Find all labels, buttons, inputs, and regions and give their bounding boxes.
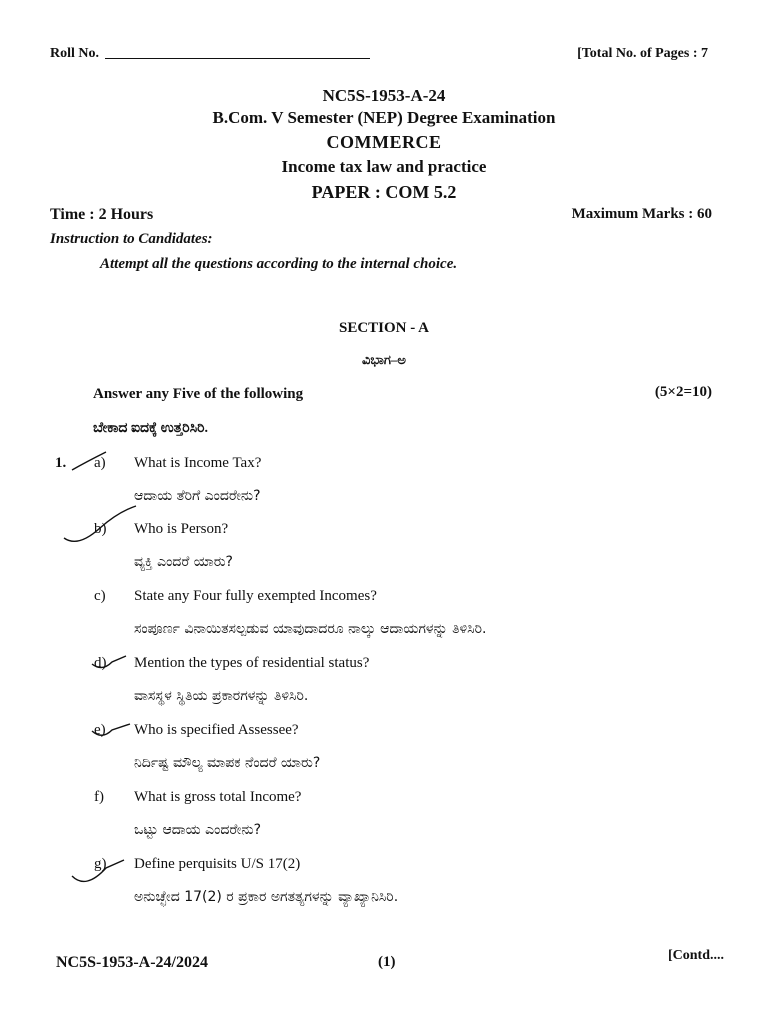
continued-note: [Contd.... — [667, 948, 724, 963]
question-label: f) — [94, 789, 104, 805]
question-text-kannada: ನಿರ್ದಿಷ್ಟ ಮೌಲ್ಯ ಮಾಪಕ ನೆಂದರೆ ಯಾರು? — [134, 755, 321, 771]
tick-mark — [64, 506, 136, 541]
paper-number: PAPER : COM 5.2 — [311, 182, 457, 202]
subject-title: COMMERCE — [326, 132, 442, 152]
total-pages: [Total No. of Pages : 7 — [577, 46, 708, 61]
question-text: What is gross total Income? — [134, 789, 302, 805]
question-text: Who is Person? — [134, 521, 229, 537]
instruction-heading: Instruction to Candidates: — [50, 231, 213, 247]
exam-duration: Time : 2 Hours — [50, 206, 154, 223]
question-label: a) — [94, 455, 106, 471]
section-instruction-kannada: ಬೇಕಾದ ಐದಕ್ಕೆ ಉತ್ತರಿಸಿರಿ. — [93, 421, 209, 436]
tick-mark — [72, 860, 124, 881]
paper-code: NC5S-1953-A-24 — [322, 86, 446, 105]
exam-title: B.Com. V Semester (NEP) Degree Examination — [212, 108, 556, 127]
course-title: Income tax law and practice — [281, 157, 487, 176]
instruction-text: Attempt all the questions according to the internal choice. — [100, 256, 458, 272]
roll-label: Roll No. — [50, 46, 99, 61]
question-text: What is Income Tax? — [134, 455, 262, 471]
section-instruction: Answer any Five of the following — [93, 386, 304, 402]
section-title: SECTION - A — [338, 320, 430, 336]
question-label: b) — [94, 521, 107, 537]
question-text-kannada: ವ್ಯಕ್ತಿ ಎಂದರೆ ಯಾರು? — [134, 554, 233, 570]
question-text: Who is specified Assessee? — [134, 722, 299, 738]
question-label: c) — [94, 588, 106, 604]
question-label: g) — [94, 856, 107, 872]
tick-mark — [92, 656, 126, 668]
tick-mark — [72, 452, 106, 470]
question-text-kannada: ವಾಸಸ್ಥಳ ಸ್ಥಿತಿಯ ಪ್ರಕಾರಗಳನ್ನು ತಿಳಿಸಿರಿ. — [134, 688, 309, 704]
section-title-kannada: ವಿಭಾಗ–ಅ — [362, 352, 406, 367]
footer-code: NC5S-1953-A-24/2024 — [56, 954, 208, 971]
question-text-kannada: ಆದಾಯ ತೆರಿಗೆ ಎಂದರೇನು? — [134, 488, 261, 504]
question-text-kannada: ಸಂಪೂರ್ಣ ವಿನಾಯಿತಸಲ್ಪಡುವ ಯಾವುದಾದರೂ ನಾಲ್ಕು ಆದಾಯಗಳನ್ನು ತಿಳಿಸಿರಿ. — [134, 621, 487, 637]
maximum-marks: Maximum Marks : 60 — [571, 206, 712, 222]
question-label: d) — [94, 655, 107, 671]
question-text: Mention the types of residential status? — [134, 655, 370, 671]
page-number: (1) — [378, 954, 396, 970]
question-text-kannada: ಒಟ್ಟು ಆದಾಯ ಎಂದರೇನು? — [134, 822, 262, 838]
question-number: 1. — [55, 455, 67, 471]
question-text: Define perquisits U/S 17(2) — [134, 856, 301, 872]
question-text: State any Four fully exempted Incomes? — [134, 588, 377, 604]
question-label: e) — [94, 722, 106, 738]
tick-mark — [92, 724, 130, 735]
section-marks: (5×2=10) — [654, 384, 712, 400]
question-text-kannada: ಅನುಚ್ಛೇದ 17(2) ರ ಪ್ರಕಾರ ಅಗತತ್ಯಗಳನ್ನು ವ್ಯಾಖ್ಯಾನಿಸಿರಿ. — [134, 889, 399, 905]
